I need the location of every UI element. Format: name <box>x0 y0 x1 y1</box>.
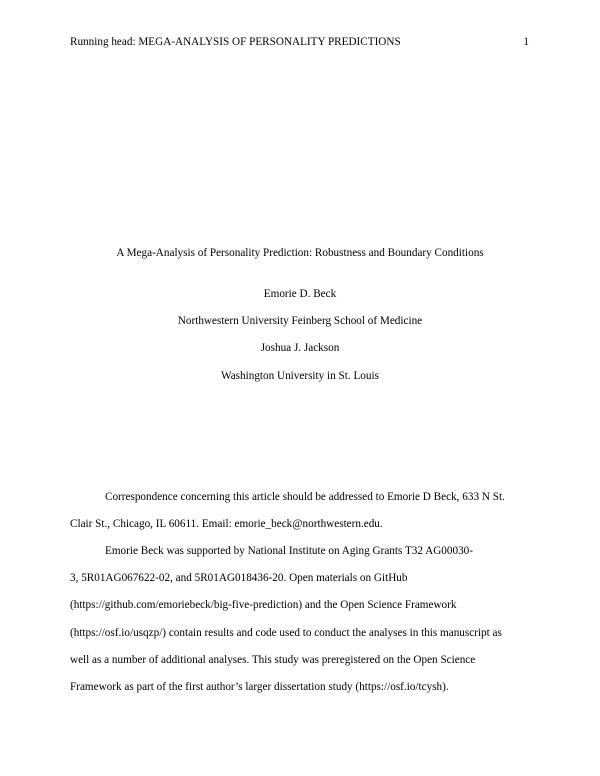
page-number: 1 <box>523 36 529 48</box>
funding-paragraph <box>70 538 530 701</box>
author-1: Emorie D. Beck <box>263 288 337 300</box>
correspondence-line: Correspondence concerning this article should be addressed to Emorie D Beck, 633 N St. <box>105 491 505 503</box>
running-head: Running head: MEGA-ANALYSIS OF PERSONALITY PREDICTIONS <box>70 36 401 48</box>
correspondence-line: Clair St., Chicago, IL 60611. Email: emorie_beck@northwestern.edu. <box>70 518 383 531</box>
author-2: Joshua J. Jackson <box>260 342 340 354</box>
funding-line: 3, 5R01AG067622-02, and 5R01AG018436-20. Open materials on GitHub <box>70 572 408 585</box>
funding-line: Framework as part of the first author’s larger dissertation study (https://osf.io/tcysh). <box>70 681 449 694</box>
funding-line: well as a number of additional analyses. This study was preregistered on the Open Science <box>70 653 476 666</box>
funding-line: (https://github.com/emoriebeck/big-five-prediction) and the Open Science Framework <box>70 599 457 612</box>
funding-line: Emorie Beck was supported by National Institute on Aging Grants T32 AG00030- <box>105 545 473 557</box>
correspondence-paragraph <box>70 484 530 538</box>
affiliation-2: Washington University in St. Louis <box>221 370 379 382</box>
affiliation-1: Northwestern University Feinberg School of Medicine <box>177 315 423 327</box>
paper-title: A Mega-Analysis of Personality Prediction: Robustness and Boundary Conditions <box>116 247 484 259</box>
funding-line: (https://osf.io/usqzp/) contain results and code used to conduct the analyses in this manuscript as <box>70 626 502 639</box>
